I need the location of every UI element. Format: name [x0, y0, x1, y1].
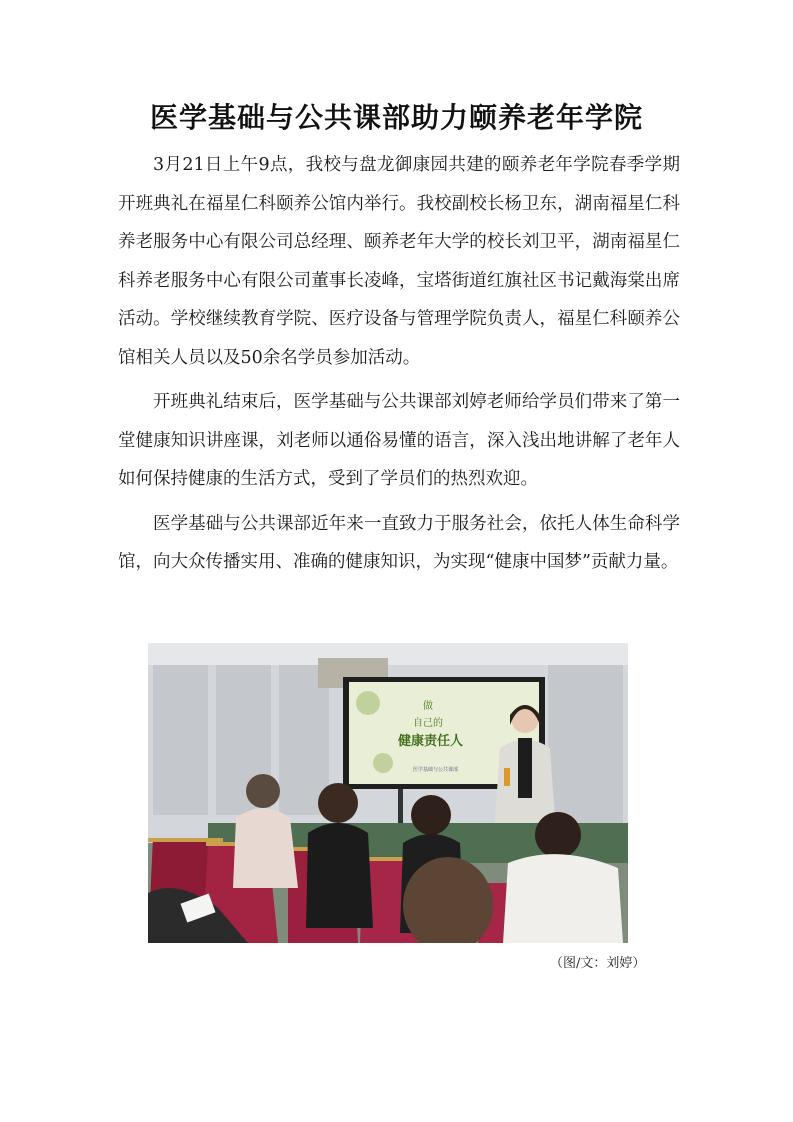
photo-caption: （图/文：刘婷） [550, 956, 646, 971]
screen-text-2: 自己的 [413, 718, 443, 729]
paragraph-1: 3月21日上午9点，我校与盘龙御康园共建的颐养老年学院春季学期开班典礼在福星仁科颐养公馆内举行。我校副校长杨卫东，湖南福星仁科养老服务中心有限公司总经理、颐养老年大学的校长刘卫平，湖南福星仁科养老服务中心有限公司董事长凌峰，宝塔街道红旗社区书记戴海棠出席活动。学校继续教育学院、医疗设备与管理学院负责人，福星仁科颐养公馆相关人员以及50余名学员参加活动。 [118, 155, 680, 368]
article-title: 医学基础与公共课部助力颐养老年学院 [149, 101, 643, 134]
lecture-photo [148, 643, 628, 943]
paragraph-2: 开班典礼结束后，医学基础与公共课部刘婷老师给学员们带来了第一堂健康知识讲座课，刘老师以通俗易懂的语言，深入浅出地讲解了老年人如何保持健康的生活方式，受到了学员们的热烈欢迎。 [118, 392, 680, 489]
article-body [118, 146, 680, 582]
screen-text-3: 健康责任人 [398, 734, 464, 749]
lecture-photo-illustration [148, 643, 628, 943]
screen-footer: 医学基础与公共课部 [413, 767, 459, 773]
screen-text-1: 做 [423, 701, 433, 712]
paragraph-3: 医学基础与公共课部近年来一直致力于服务社会，依托人体生命科学馆，向大众传播实用、准确的健康知识，为实现“健康中国梦”贡献力量。 [118, 513, 680, 572]
